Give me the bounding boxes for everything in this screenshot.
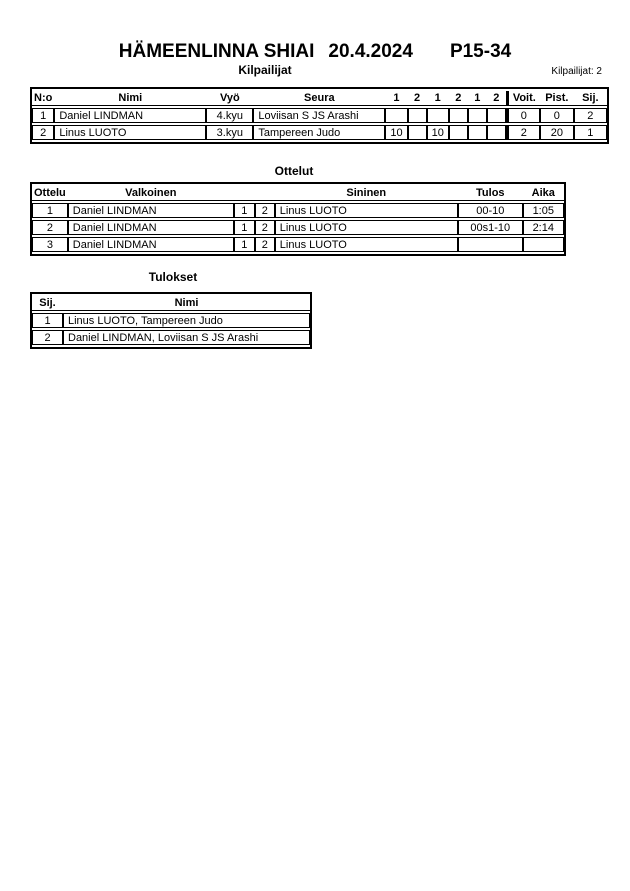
col-name: Nimi	[54, 91, 206, 106]
place-cell: 1	[574, 125, 607, 140]
col-place: Sij.	[32, 296, 63, 311]
match-row	[32, 203, 564, 218]
results-header-row	[32, 296, 310, 311]
col-time: Aika	[523, 186, 564, 201]
blue-name: Linus LUOTO	[275, 237, 458, 252]
matches-table	[30, 182, 566, 256]
competitor-name: Daniel LINDMAN	[54, 108, 206, 123]
results-table	[30, 292, 312, 349]
col-white: Valkoinen	[68, 186, 234, 201]
col-round-1: 1	[385, 91, 407, 106]
blue-number: 2	[255, 220, 275, 235]
match-row	[32, 220, 564, 235]
score-cell	[449, 125, 468, 140]
col-white-no	[234, 186, 255, 201]
score-cell	[408, 125, 427, 140]
competitor-club: Loviisan S JS Arashi	[253, 108, 385, 123]
col-match: Ottelu	[34, 187, 66, 199]
match-result	[458, 237, 523, 252]
white-number: 1	[234, 220, 255, 235]
competitor-club: Tampereen Judo	[253, 125, 385, 140]
competitor-no: 1	[32, 108, 54, 123]
match-time: 1:05	[523, 203, 564, 218]
match-no: 3	[32, 237, 68, 252]
score-cell: 10	[427, 125, 449, 140]
col-round-6: 2	[487, 91, 506, 106]
place-cell: 2	[574, 108, 607, 123]
score-cell	[487, 125, 506, 140]
competitor-no: 2	[32, 125, 54, 140]
results-caption: Tulokset	[148, 270, 198, 284]
col-belt: Vyö	[206, 91, 253, 106]
result-row	[32, 313, 310, 328]
col-name: Nimi	[63, 296, 310, 311]
col-round-5: 1	[468, 91, 487, 106]
col-round-4: 2	[449, 91, 468, 106]
col-no: N:o	[34, 92, 53, 104]
competitor-row	[32, 125, 607, 140]
points-cell: 20	[540, 125, 574, 140]
result-name: Linus LUOTO, Tampereen Judo	[63, 313, 310, 328]
wins-cell: 0	[506, 108, 540, 123]
matches-caption: Ottelut	[274, 164, 314, 178]
white-number: 1	[234, 203, 255, 218]
blue-name: Linus LUOTO	[275, 220, 458, 235]
wins-cell: 2	[506, 125, 540, 140]
white-name: Daniel LINDMAN	[68, 203, 234, 218]
competitor-name: Linus LUOTO	[54, 125, 206, 140]
match-result: 00-10	[458, 203, 523, 218]
competitor-row	[32, 108, 607, 123]
score-cell	[408, 108, 427, 123]
col-place: Sij.	[574, 91, 607, 106]
category-label: P15-34	[449, 41, 512, 62]
page-title	[0, 0, 630, 62]
col-round-3: 1	[427, 91, 449, 106]
score-cell	[468, 108, 487, 123]
event-name: HÄMEENLINNA SHIAI	[118, 41, 315, 62]
matches-header-row	[32, 186, 564, 201]
competitors-table	[30, 87, 609, 144]
blue-number: 2	[255, 237, 275, 252]
competitor-belt: 3.kyu	[206, 125, 253, 140]
col-club: Seura	[253, 91, 385, 106]
score-cell	[449, 108, 468, 123]
white-name: Daniel LINDMAN	[68, 220, 234, 235]
match-time	[523, 237, 564, 252]
blue-number: 2	[255, 203, 275, 218]
score-cell: 10	[385, 125, 407, 140]
result-name: Daniel LINDMAN, Loviisan S JS Arashi	[63, 330, 310, 345]
score-cell	[427, 108, 449, 123]
col-result: Tulos	[458, 186, 523, 201]
col-points: Pist.	[540, 91, 574, 106]
competitor-belt: 4.kyu	[206, 108, 253, 123]
result-row	[32, 330, 310, 345]
points-cell: 0	[540, 108, 574, 123]
col-wins: Voit.	[506, 91, 540, 106]
match-no: 1	[32, 203, 68, 218]
col-blue: Sininen	[275, 186, 458, 201]
competitors-caption: Kilpailijat	[238, 63, 292, 77]
score-cell	[468, 125, 487, 140]
white-number: 1	[234, 237, 255, 252]
score-cell	[487, 108, 506, 123]
competitors-header-row	[32, 91, 607, 106]
competitors-count: Kilpailijat: 2	[551, 66, 602, 77]
match-result: 00s1-10	[458, 220, 523, 235]
white-name: Daniel LINDMAN	[68, 237, 234, 252]
match-time: 2:14	[523, 220, 564, 235]
match-row	[32, 237, 564, 252]
event-date: 20.4.2024	[328, 41, 413, 62]
blue-name: Linus LUOTO	[275, 203, 458, 218]
score-cell	[385, 108, 407, 123]
result-place: 1	[32, 313, 63, 328]
col-blue-no	[255, 186, 275, 201]
col-round-2: 2	[408, 91, 427, 106]
match-no: 2	[32, 220, 68, 235]
result-place: 2	[32, 330, 63, 345]
sub-header-row	[0, 64, 630, 80]
